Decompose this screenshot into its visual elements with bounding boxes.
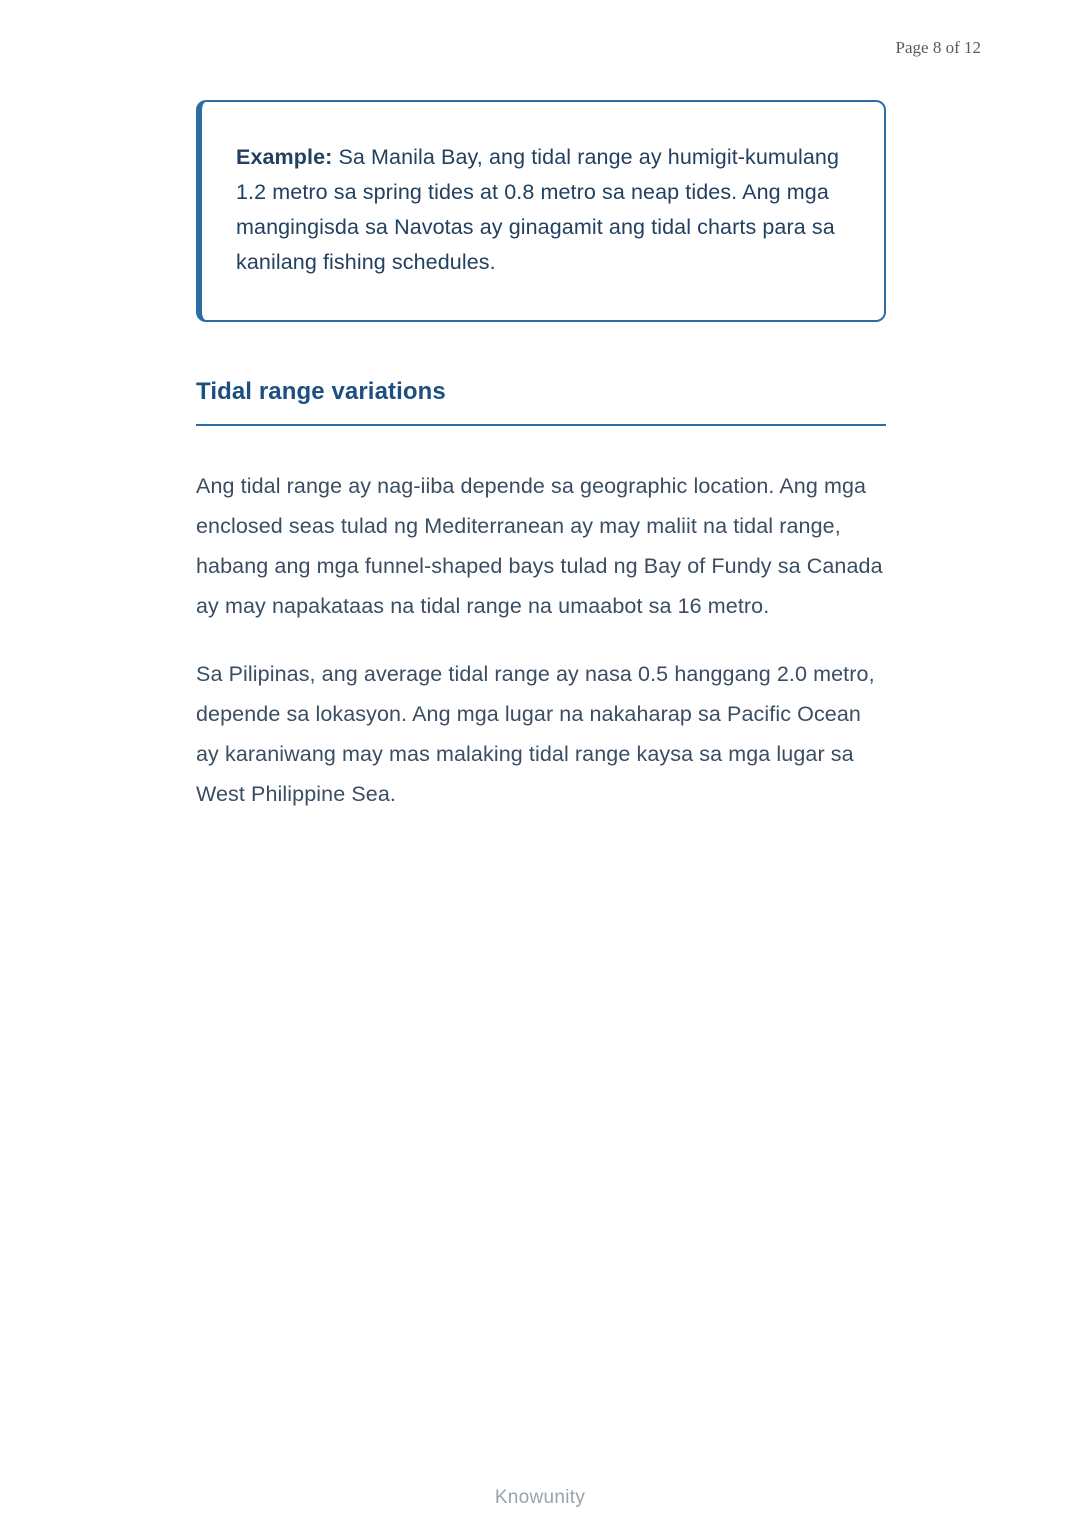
example-label: Example: bbox=[236, 145, 333, 169]
example-body: Sa Manila Bay, ang tidal range ay humigit-kumulang 1.2 metro sa spring tides at 0.8 metro sa neap tides. Ang mga mangingisda sa Navotas ay ginagamit ang tidal charts para sa kanilang fishing schedules. bbox=[236, 145, 840, 274]
example-callout bbox=[196, 100, 886, 322]
paragraph-tidal-variations: Ang tidal range ay nag-iiba depende sa geographic location. Ang mga enclosed seas tulad ng Mediterranean ay may maliit na tidal range, habang ang mga funnel-shaped bays tulad ng Bay of Fundy sa Canada ay may napakataas na tidal range na umaabot sa 16 metro. bbox=[196, 474, 883, 618]
footer-brand: Knowunity bbox=[494, 1487, 586, 1508]
content-area bbox=[196, 100, 886, 842]
paragraph-philippines-range: Sa Pilipinas, ang average tidal range ay nasa 0.5 hanggang 2.0 metro, depende sa lokasyon. Ang mga lugar na nakaharap sa Pacific Ocean ay karaniwang may mas malaking tidal range kaysa sa mga lugar sa West Philippine Sea. bbox=[196, 662, 875, 806]
page-number: Page 8 of 12 bbox=[895, 38, 981, 57]
example-text bbox=[236, 140, 848, 280]
section-heading: Tidal range variations bbox=[196, 378, 886, 426]
